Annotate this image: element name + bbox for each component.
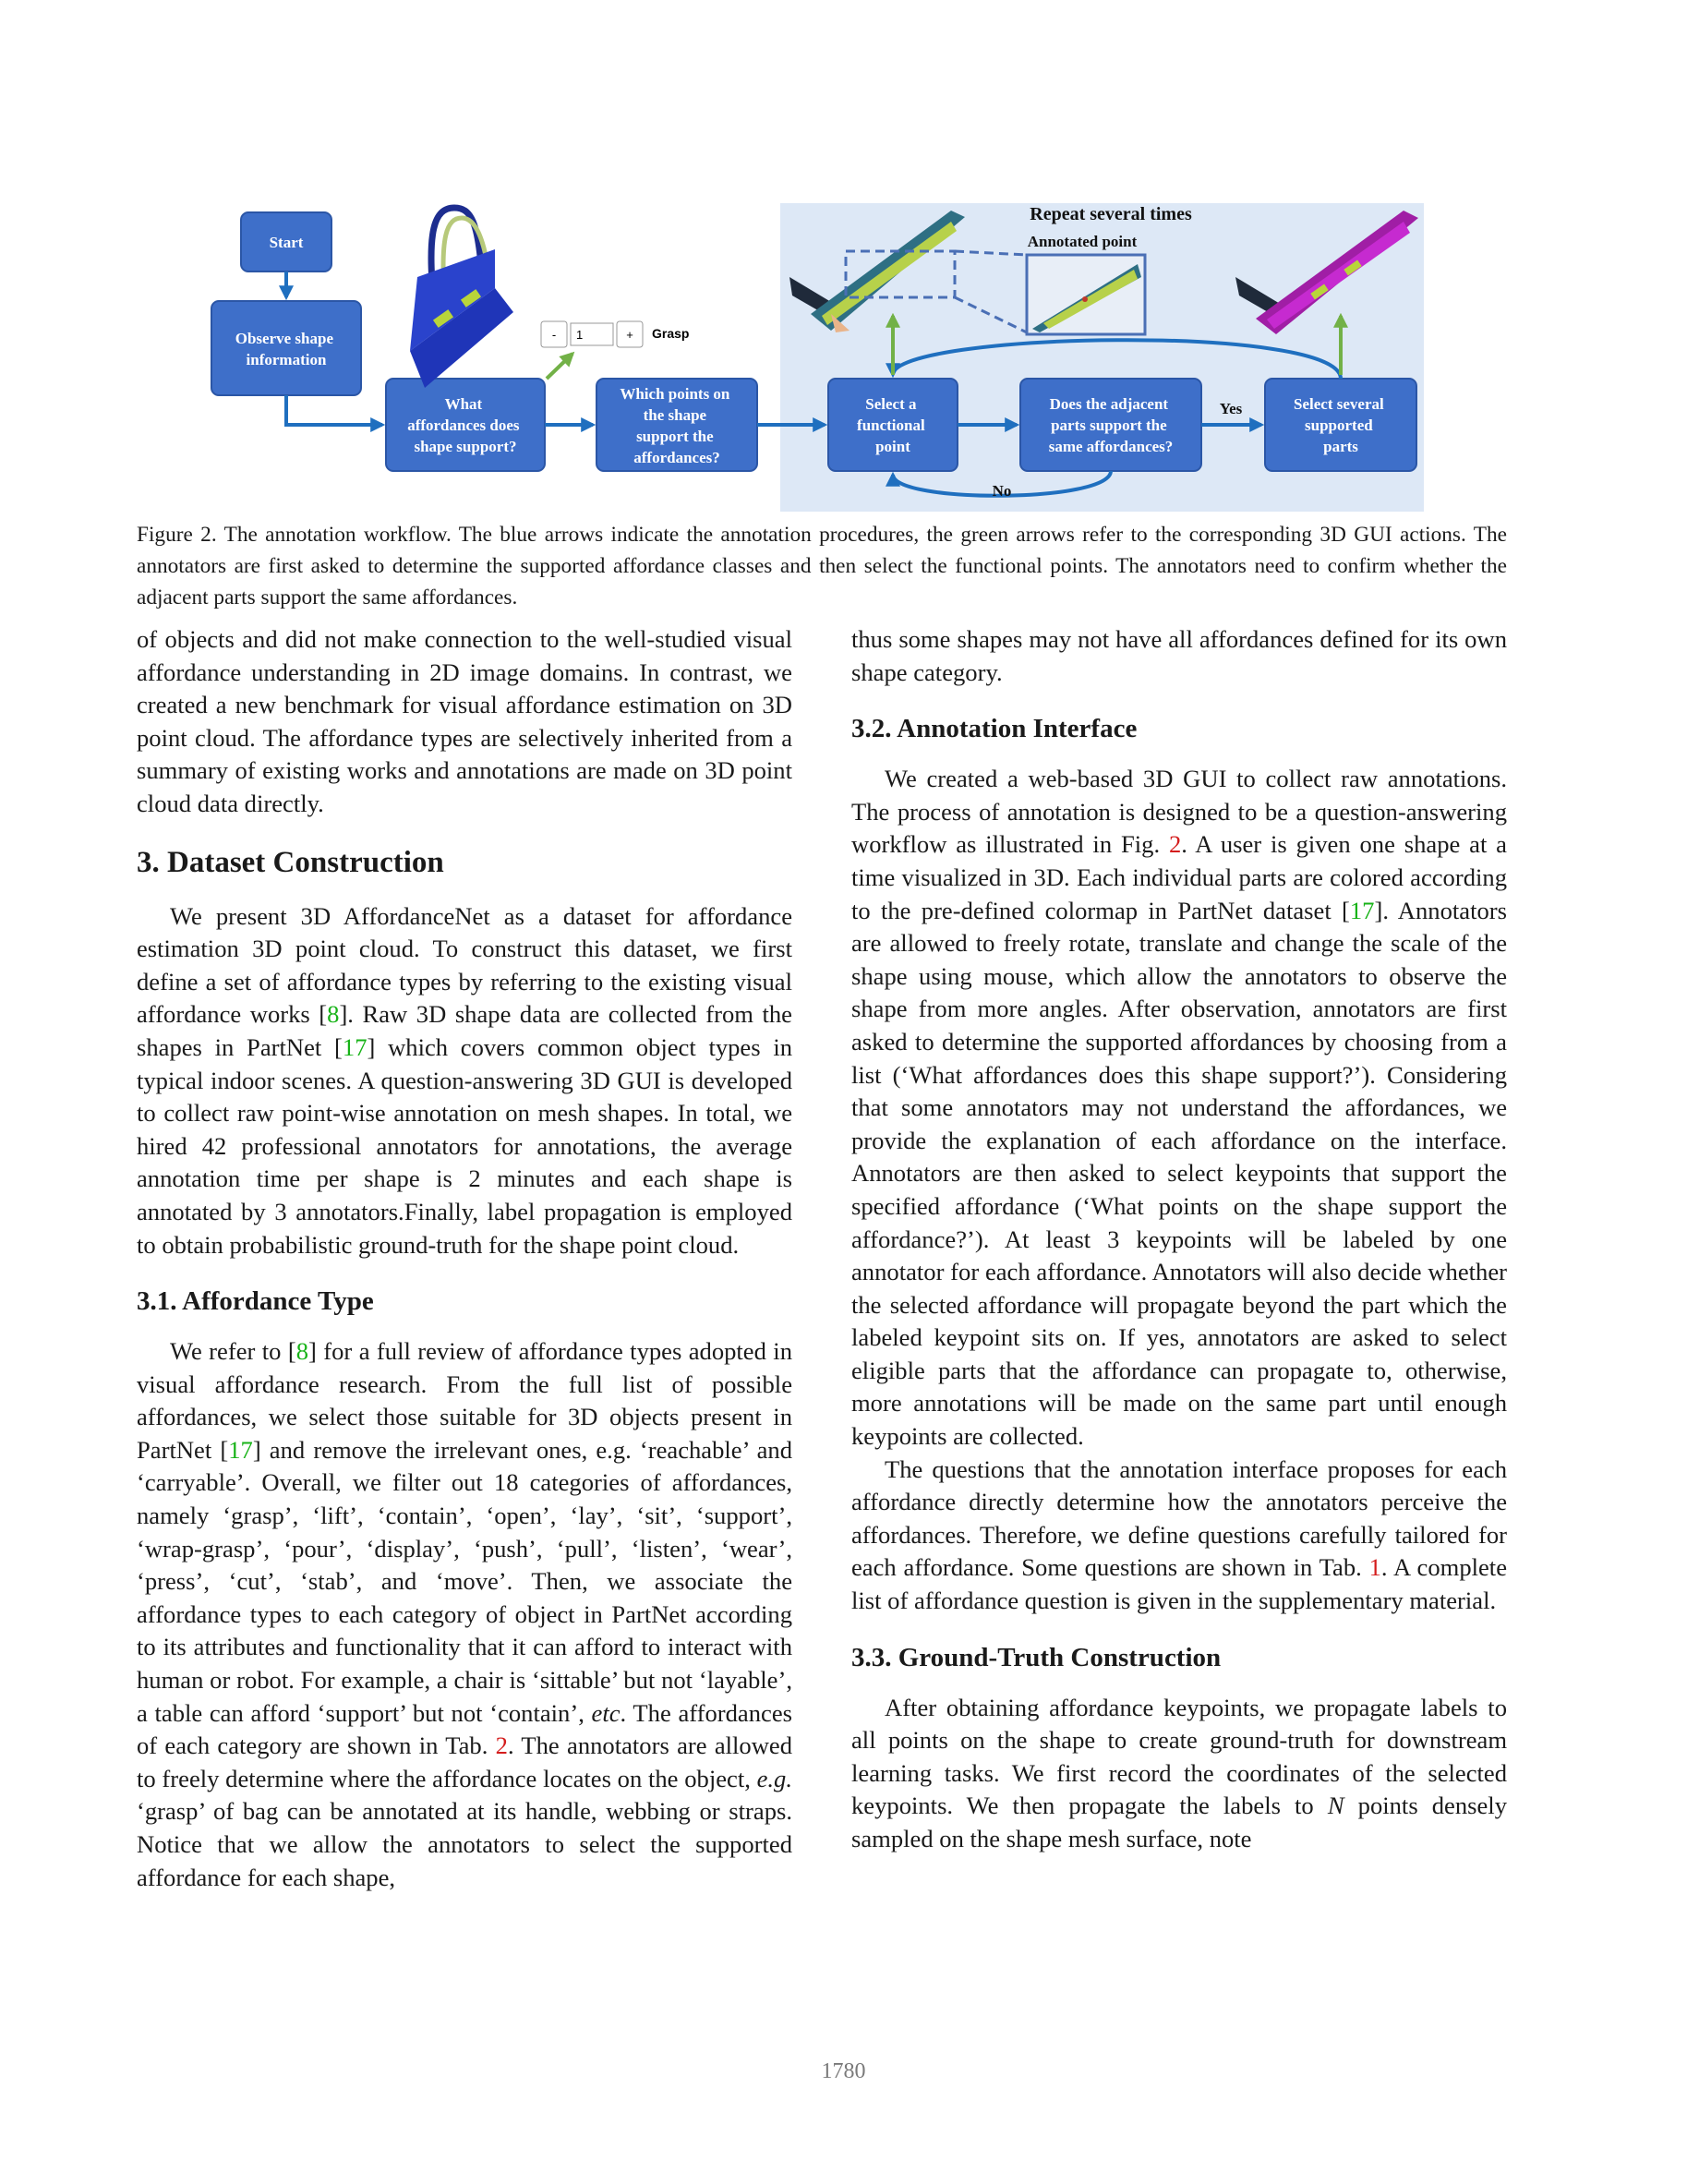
select-point-label: Select a functional point	[857, 395, 925, 455]
select-parts-label: Select several supported parts	[1294, 395, 1384, 455]
citation-8[interactable]: 8	[327, 1000, 340, 1029]
repeat-label: Repeat several times	[1030, 204, 1192, 224]
table-ref-2[interactable]: 2	[495, 1732, 508, 1760]
right-column	[851, 623, 1507, 1856]
citation-17[interactable]: 17	[1349, 896, 1375, 924]
right-paragraph-intro: thus some shapes may not have all affordances defined for its own shape category.	[851, 625, 1507, 686]
affordance-type-paragraph: We refer to [8] for a full review of affordance types adopted in visual affordance research. From the full list of possible affordances, we select those suitable for 3D objects present in PartNet [17] and remove the irrelevant ones, e.g. ‘reachable’ and ‘carryable’. Overall, we filter out 18 categories of affordances, namely ‘grasp’, ‘lift’, ‘contain’, ‘open’, ‘lay’, ‘sit’, ‘support’, ‘wrap-grasp’, ‘pour’, ‘display’, ‘push’, ‘pull’, ‘listen’, ‘wear’, ‘press’, ‘cut’, ‘stab’, and ‘move’. Then, we associate the affordance types to each category of object in PartNet according to its attributes and functionality that it can afford to interact with human or robot. For example, a chair is ‘sittable’ but not ‘layable’, a table can afford ‘support’ but not ‘contain’, etc. The affordances of each category are shown in Tab. 2. The annotators are allowed to freely determine where the affordance locates on the object, e.g. ‘grasp’ of bag can be annotated at its handle, webbing or straps. Notice that we allow the annotators to select the supported affordance for each shape,	[137, 1337, 793, 1891]
dataset-paragraph: We present 3D AffordanceNet as a dataset for affordance estimation 3D point cloud. To construct this dataset, we first define a set of affordance types by referring to the existing visual affordance works [8]. Raw 3D shape data are collected from the shapes in PartNet [17] which covers common object types in typical indoor scenes. A question-answering 3D GUI is developed to collect raw point-wise annotation on mesh shapes. In total, we hired 42 professional annotators for annotations, the average annotation time per shape is 2 minutes and each shape is annotated by 3 annotators.Finally, label propagation is employed to obtain probabilistic ground-truth for the shape point cloud.	[137, 901, 793, 1259]
what-affordances-label: What affordances does shape support?	[407, 395, 520, 455]
section-heading-affordance-type: 3.1. Affordance Type	[137, 1286, 374, 1317]
arrow-observe-what	[286, 395, 382, 425]
page-number: 1780	[821, 2059, 866, 2083]
which-points-label: Which points on the shape support the affordances?	[620, 385, 730, 466]
no-label: No	[992, 482, 1012, 500]
svg-text:1: 1	[576, 328, 584, 342]
gui-stepper	[541, 321, 689, 347]
svg-text:Grasp: Grasp	[652, 326, 690, 341]
citation-8[interactable]: 8	[295, 1337, 309, 1366]
svg-text:+: +	[626, 328, 633, 342]
observe-box	[211, 301, 361, 395]
start-label: Start	[269, 234, 304, 251]
figure-caption: Figure 2. The annotation workflow. The blue arrows indicate the annotation procedures, the green arrows refer to the corresponding 3D GUI actions. The annotators are first asked to determine the supported affordance classes and then select the functional points. The annotators need to confirm whether the adjacent parts support the same affordances.	[137, 523, 1507, 609]
annotated-point-label: Annotated point	[1027, 233, 1138, 250]
interface-paragraph: We created a web-based 3D GUI to collect raw annotations. The process of annotation is designed to be a question-answering workflow as illustrated in Fig. 2. A user is given one shape at a time visualized in 3D. Each individual parts are colored according to the pre-defined colormap in PartNet dataset [17]. Annotators are allowed to freely rotate, translate and change the scale of the shape using mouse, which allow the annotators to observe the shape from more angles. After observation, annotators are first asked to determine the supported affordances by choosing from a list (‘What affordances does this shape support?’). Considering that some annotators may not understand the affordances, we provide the explanation of each affordance on the interface. Annotators are then asked to select keypoints that support the specified affordance (‘What points on the shape support the affordance?’). At least 3 keypoints will be labeled by one annotator for each affordance. Annotators will also decide whether the selected affordance will propagate beyond the part which the labeled keypoint sits on. If yes, annotators are asked to select eligible parts that the affordance can propagate to, otherwise, more annotations will be made on the same part until enough keypoints are collected.	[851, 765, 1507, 1451]
adjacent-label: Does the adjacent parts support the same affordances?	[1048, 395, 1174, 455]
green-arrow-gui	[547, 354, 572, 379]
section-heading-interface: 3.2. Annotation Interface	[851, 714, 1138, 744]
observe-label: Observe shape information	[235, 330, 333, 368]
left-paragraph-intro: of objects and did not make connection to the well-studied visual affordance understanding in 2D image domains. In contrast, we created a new benchmark for visual affordance estimation on 3D point cloud. The affordance types are selectively inherited from a summary of existing works and annotations are made on 3D point cloud data directly.	[137, 625, 792, 817]
bag-illustration	[410, 208, 513, 388]
ground-truth-paragraph: After obtaining affordance keypoints, we propagate labels to all points on the shape to create ground-truth for downstream learning tasks. We first record the coordinates of the selected keypoints. We then propagate the labels to N points densely sampled on the shape mesh surface, note	[851, 1693, 1507, 1852]
figure-ref-2[interactable]: 2	[1168, 830, 1182, 859]
zoom-view	[1027, 255, 1145, 334]
annotation-workflow-figure	[0, 0, 1687, 517]
left-column	[137, 623, 792, 1894]
yes-label: Yes	[1219, 400, 1243, 417]
section-heading-dataset: 3. Dataset Construction	[137, 845, 444, 879]
section-heading-ground-truth: 3.3. Ground-Truth Construction	[851, 1642, 1222, 1672]
citation-17[interactable]: 17	[342, 1032, 368, 1061]
questions-paragraph: The questions that the annotation interface proposes for each affordance directly determine how the annotators perceive the affordances. Therefore, we define questions carefully tailored for each affordance. Some questions are shown in Tab. 1. A complete list of affordance question is given in the supplementary material.	[851, 1454, 1508, 1615]
citation-17[interactable]: 17	[228, 1435, 253, 1464]
svg-text:-: -	[551, 328, 557, 342]
table-ref-1[interactable]: 1	[1368, 1553, 1381, 1582]
